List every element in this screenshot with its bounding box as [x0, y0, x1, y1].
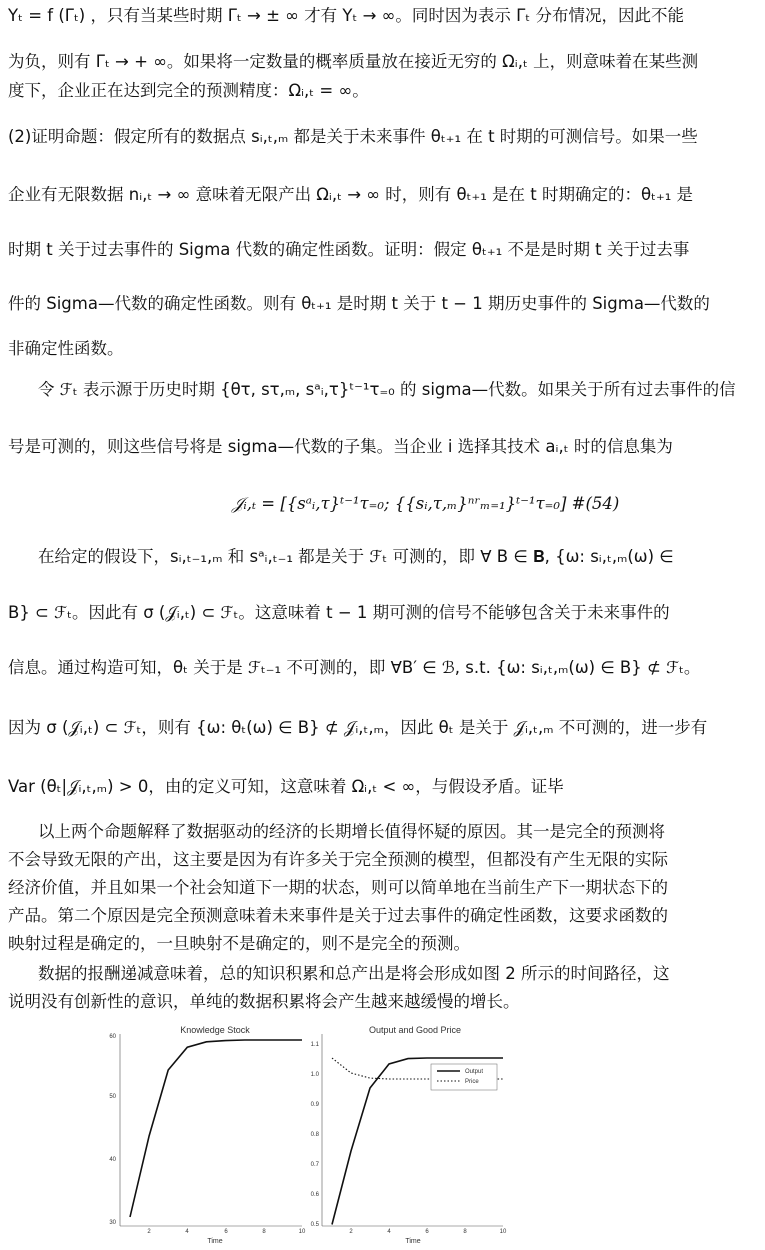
op-x-tick-label: 8	[463, 1229, 467, 1235]
text-line-2: 为负，则有 Γₜ → + ∞。如果将一定数量的概率质量放在接近无穷的 Ωᵢ,ₜ 上，则意味着在某些测	[8, 52, 699, 71]
op-chart-title: Output and Good Price	[368, 1025, 462, 1035]
ks-x-tick-label: 6	[224, 1229, 228, 1235]
ks-series-line	[130, 1040, 302, 1217]
text-line-6: 时期 t 关于过去事件的 Sigma 代数的确定性函数。证明：假定 θₜ₊₁ 不是是时期 t 关于过去事	[8, 240, 690, 259]
text-line-12: 在给定的假设下，sᵢ,ₜ₋₁,ₘ 和 sᵃᵢ,ₜ₋₁ 都是关于 ℱₜ 可测的，即 ∀ B ∈ 𝐁, {ω: sᵢ,ₜ,ₘ(ω) ∈	[38, 547, 674, 566]
ks-y-tick-label: 40	[109, 1157, 116, 1163]
op-y-tick-label: 0.9	[310, 1102, 319, 1108]
legend-price-label: Price	[465, 1079, 479, 1085]
op-x-tick-label: 10	[499, 1229, 507, 1235]
op-x-tick-label: 4	[387, 1229, 391, 1235]
text-line-23: 说明没有创新性的意识，单纯的数据积累将会产生越来越缓慢的增长。	[8, 992, 520, 1011]
op-x-tick-label: 2	[349, 1229, 353, 1235]
ks-y-tick-label: 60	[109, 1034, 116, 1040]
text-line-22: 数据的报酬递减意味着，总的知识积累和总产出是将会形成如图 2 所示的时间路径，这	[38, 964, 670, 983]
ks-x-tick-label: 4	[185, 1229, 189, 1235]
text-line-19: 经济价值，并且如果一个社会知道下一期的状态，则可以简单地在当前生产下一期状态下的	[8, 878, 668, 897]
text-line-7: 件的 Sigma—代数的确定性函数。则有 θₜ₊₁ 是时期 t 关于 t − 1 期历史事件的 Sigma—代数的	[8, 294, 710, 313]
figure-svg	[0, 1020, 765, 1250]
text-line-18: 不会导致无限的产出，这主要是因为有许多关于完全预测的模型，但都没有产生无限的实际	[8, 850, 668, 869]
text-line-3: 度下，企业正在达到完全的预测精度：Ωᵢ,ₜ = ∞。	[8, 81, 369, 100]
ks-x-tick-label: 10	[298, 1229, 306, 1235]
ks-x-axis-label: Time	[207, 1238, 223, 1245]
op-y-tick-label: 1.1	[310, 1042, 319, 1048]
knowledge-stock-chart	[109, 1025, 306, 1245]
op-y-tick-label: 0.5	[310, 1222, 319, 1228]
text-line-13: B} ⊂ ℱₜ。因此有 σ (𝒥ᵢ,ₜ) ⊂ ℱₜ。这意味着 t − 1 期可测的信号不能够包含关于未来事件的	[8, 603, 670, 622]
text-line-4: (2)证明命题：假定所有的数据点 sᵢ,ₜ,ₘ 都是关于未来事件 θₜ₊₁ 在 t 时期的可测信号。如果一些	[8, 127, 698, 146]
text-line-10: 号是可测的，则这些信号将是 sigma—代数的子集。当企业 i 选择其技术 aᵢ,ₜ 时的信息集为	[8, 437, 673, 456]
ks-y-tick-label: 50	[109, 1094, 116, 1100]
text-line-5: 企业有无限数据 nᵢ,ₜ → ∞ 意味着无限产出 Ωᵢ,ₜ → ∞ 时，则有 θₜ₊₁ 是在 t 时期确定的：θₜ₊₁ 是	[8, 185, 694, 204]
op-x-axis-label: Time	[405, 1238, 421, 1245]
chart-legend	[431, 1064, 497, 1090]
ks-x-tick-label: 8	[262, 1229, 266, 1235]
output-price-chart	[311, 1025, 507, 1245]
ks-x-tick-label: 2	[147, 1229, 151, 1235]
text-line-9: 令 ℱₜ 表示源于历史时期 {θτ, sτ,ₘ, sᵃᵢ,τ}ᵗ⁻¹τ₌₀ 的 sigma—代数。如果关于所有过去事件的信	[38, 380, 736, 399]
op-y-tick-label: 0.8	[310, 1132, 319, 1138]
legend-output-label: Output	[465, 1069, 484, 1075]
text-line-15: 因为 σ (𝒥ᵢ,ₜ) ⊂ ℱₜ，则有 {ω: θₜ(ω) ∈ B} ⊄ 𝒥ᵢ,ₜ,ₘ，因此 θₜ 是关于 𝒥ᵢ,ₜ,ₘ 不可测的，进一步有	[8, 718, 708, 737]
text-line-14: 信息。通过构造可知，θₜ 关于是 ℱₜ₋₁ 不可测的，即 ∀B′ ∈ ℬ, s.t. {ω: sᵢ,ₜ,ₘ(ω) ∈ B} ⊄ ℱₜ。	[8, 658, 701, 677]
text-line-1: Yₜ = f (Γₜ) ，只有当某些时期 Γₜ → ± ∞ 才有 Yₜ → ∞。同时因为表示 Γₜ 分布情况，因此不能	[8, 6, 684, 25]
text-line-17: 以上两个命题解释了数据驱动的经济的长期增长值得怀疑的原因。其一是完全的预测将	[38, 822, 665, 841]
text-line-16: Var (θₜ|𝒥ᵢ,ₜ,ₘ) > 0，由的定义可知，这意味着 Ωᵢ,ₜ < ∞，与假设矛盾。证毕	[8, 777, 564, 796]
op-y-tick-label: 0.6	[310, 1192, 319, 1198]
op-x-tick-label: 6	[425, 1229, 429, 1235]
equation-54: 𝒥ᵢ,ₜ = [{sᵃᵢ,τ}ᵗ⁻¹τ₌₀; {{sᵢ,τ,ₘ}ⁿʳₘ₌₁}ᵗ⁻¹τ₌₀] #(54)	[232, 494, 620, 513]
text-line-21: 映射过程是确定的，一旦映射不是确定的，则不是完全的预测。	[8, 934, 470, 953]
figure-2	[0, 1020, 765, 1250]
legend-box	[431, 1064, 497, 1090]
op-y-tick-label: 1.0	[310, 1072, 319, 1078]
text-line-8: 非确定性函数。	[8, 339, 124, 358]
ks-y-tick-label: 30	[109, 1220, 116, 1226]
op-y-tick-label: 0.7	[310, 1162, 319, 1168]
text-line-20: 产品。第二个原因是完全预测意味着未来事件是关于过去事件的确定性函数，这要求函数的	[8, 906, 668, 925]
ks-chart-title: Knowledge Stock	[180, 1025, 250, 1035]
